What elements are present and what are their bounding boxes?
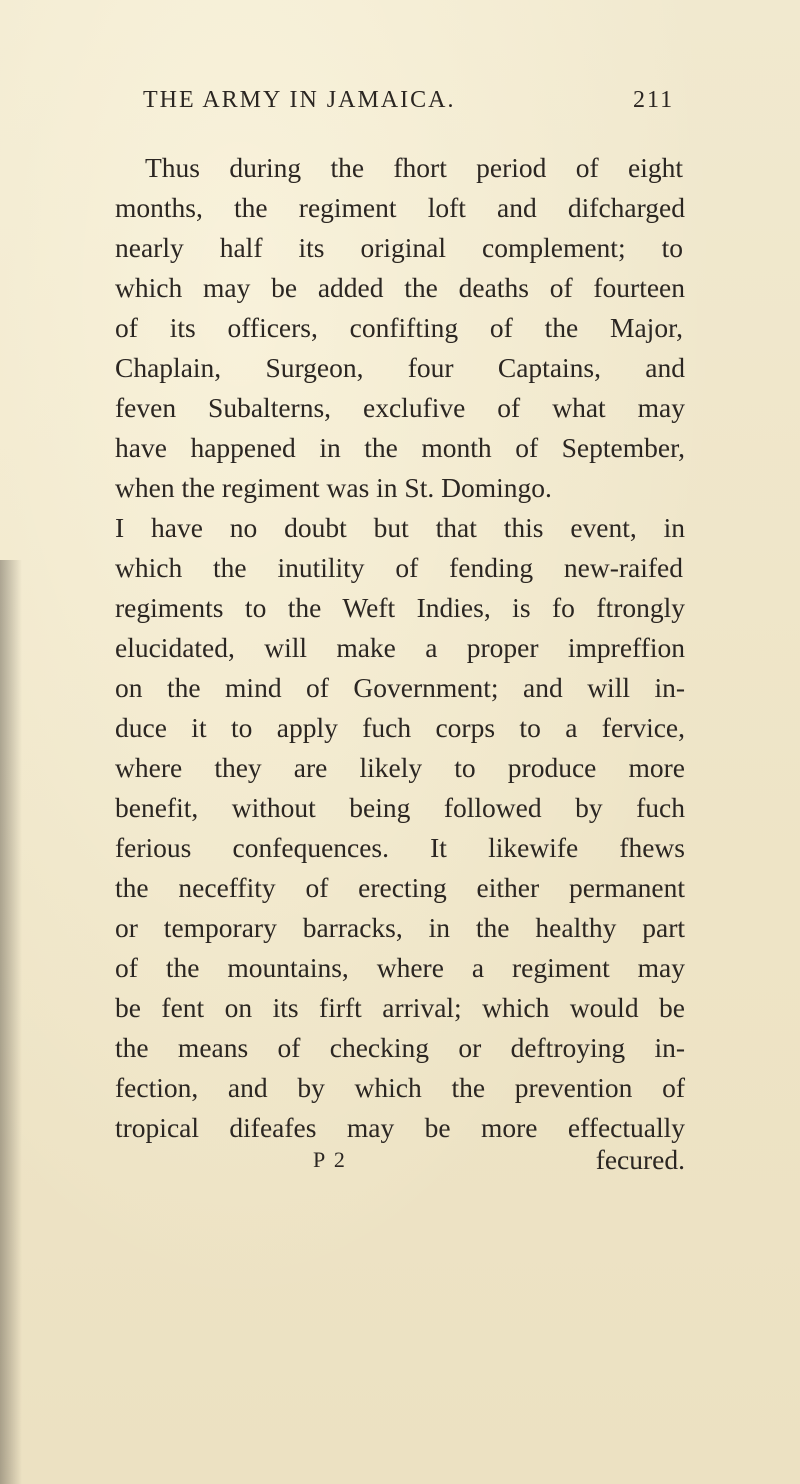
text-line: I have no doubt but that this event, in (115, 512, 685, 543)
page-footer (313, 1140, 685, 1180)
text-line: which the inutility of fending new-raifed (115, 552, 683, 583)
text-line: the means of checking or deftroying in- (115, 1032, 685, 1063)
text-line: where they are likely to produce more (115, 752, 685, 783)
text-line: feven Subalterns, exclufive of what may (115, 392, 685, 423)
running-head (143, 87, 683, 123)
text-line: which may be added the deaths of fourteen (115, 272, 685, 303)
text-line: months, the regiment loft and difcharged (115, 192, 685, 223)
text-line: Chaplain, Surgeon, four Captains, and (115, 352, 685, 383)
text-line: the neceffity of erecting either permanent (115, 872, 685, 903)
text-line: tropical difeafes may be more effectually (115, 1112, 685, 1143)
text-line: Thus during the fhort period of eight (145, 152, 683, 183)
running-head-title: THE ARMY IN JAMAICA. (143, 87, 456, 113)
text-line: nearly half its original complement; to (115, 232, 683, 263)
text-line: on the mind of Government; and will in- (115, 672, 685, 703)
text-line: benefit, without being followed by fuch (115, 792, 685, 823)
text-line: when the regiment was in St. Domingo. (115, 472, 552, 503)
signature-mark: P 2 (313, 1147, 347, 1172)
text-line: of its officers, confifting of the Major, (115, 312, 683, 343)
text-line: elucidated, will make a proper impreffion (115, 632, 685, 663)
text-line: duce it to apply fuch corps to a fervice, (115, 712, 685, 743)
text-line: be fent on its firft arrival; which would be (115, 992, 685, 1023)
text-line: of the mountains, where a regiment may (115, 952, 685, 983)
page-number: 211 (633, 87, 675, 113)
catchword: fecured. (595, 1144, 685, 1175)
text-line: regiments to the Weft Indies, is fo ftrongly (115, 592, 685, 623)
text-line: have happened in the month of September, (115, 432, 685, 463)
text-line: fection, and by which the prevention of (115, 1072, 685, 1103)
text-line: ferious confequences. It likewife fhews (115, 832, 685, 863)
page-gutter-shadow (0, 560, 22, 1484)
text-line: or temporary barracks, in the healthy part (115, 912, 685, 943)
